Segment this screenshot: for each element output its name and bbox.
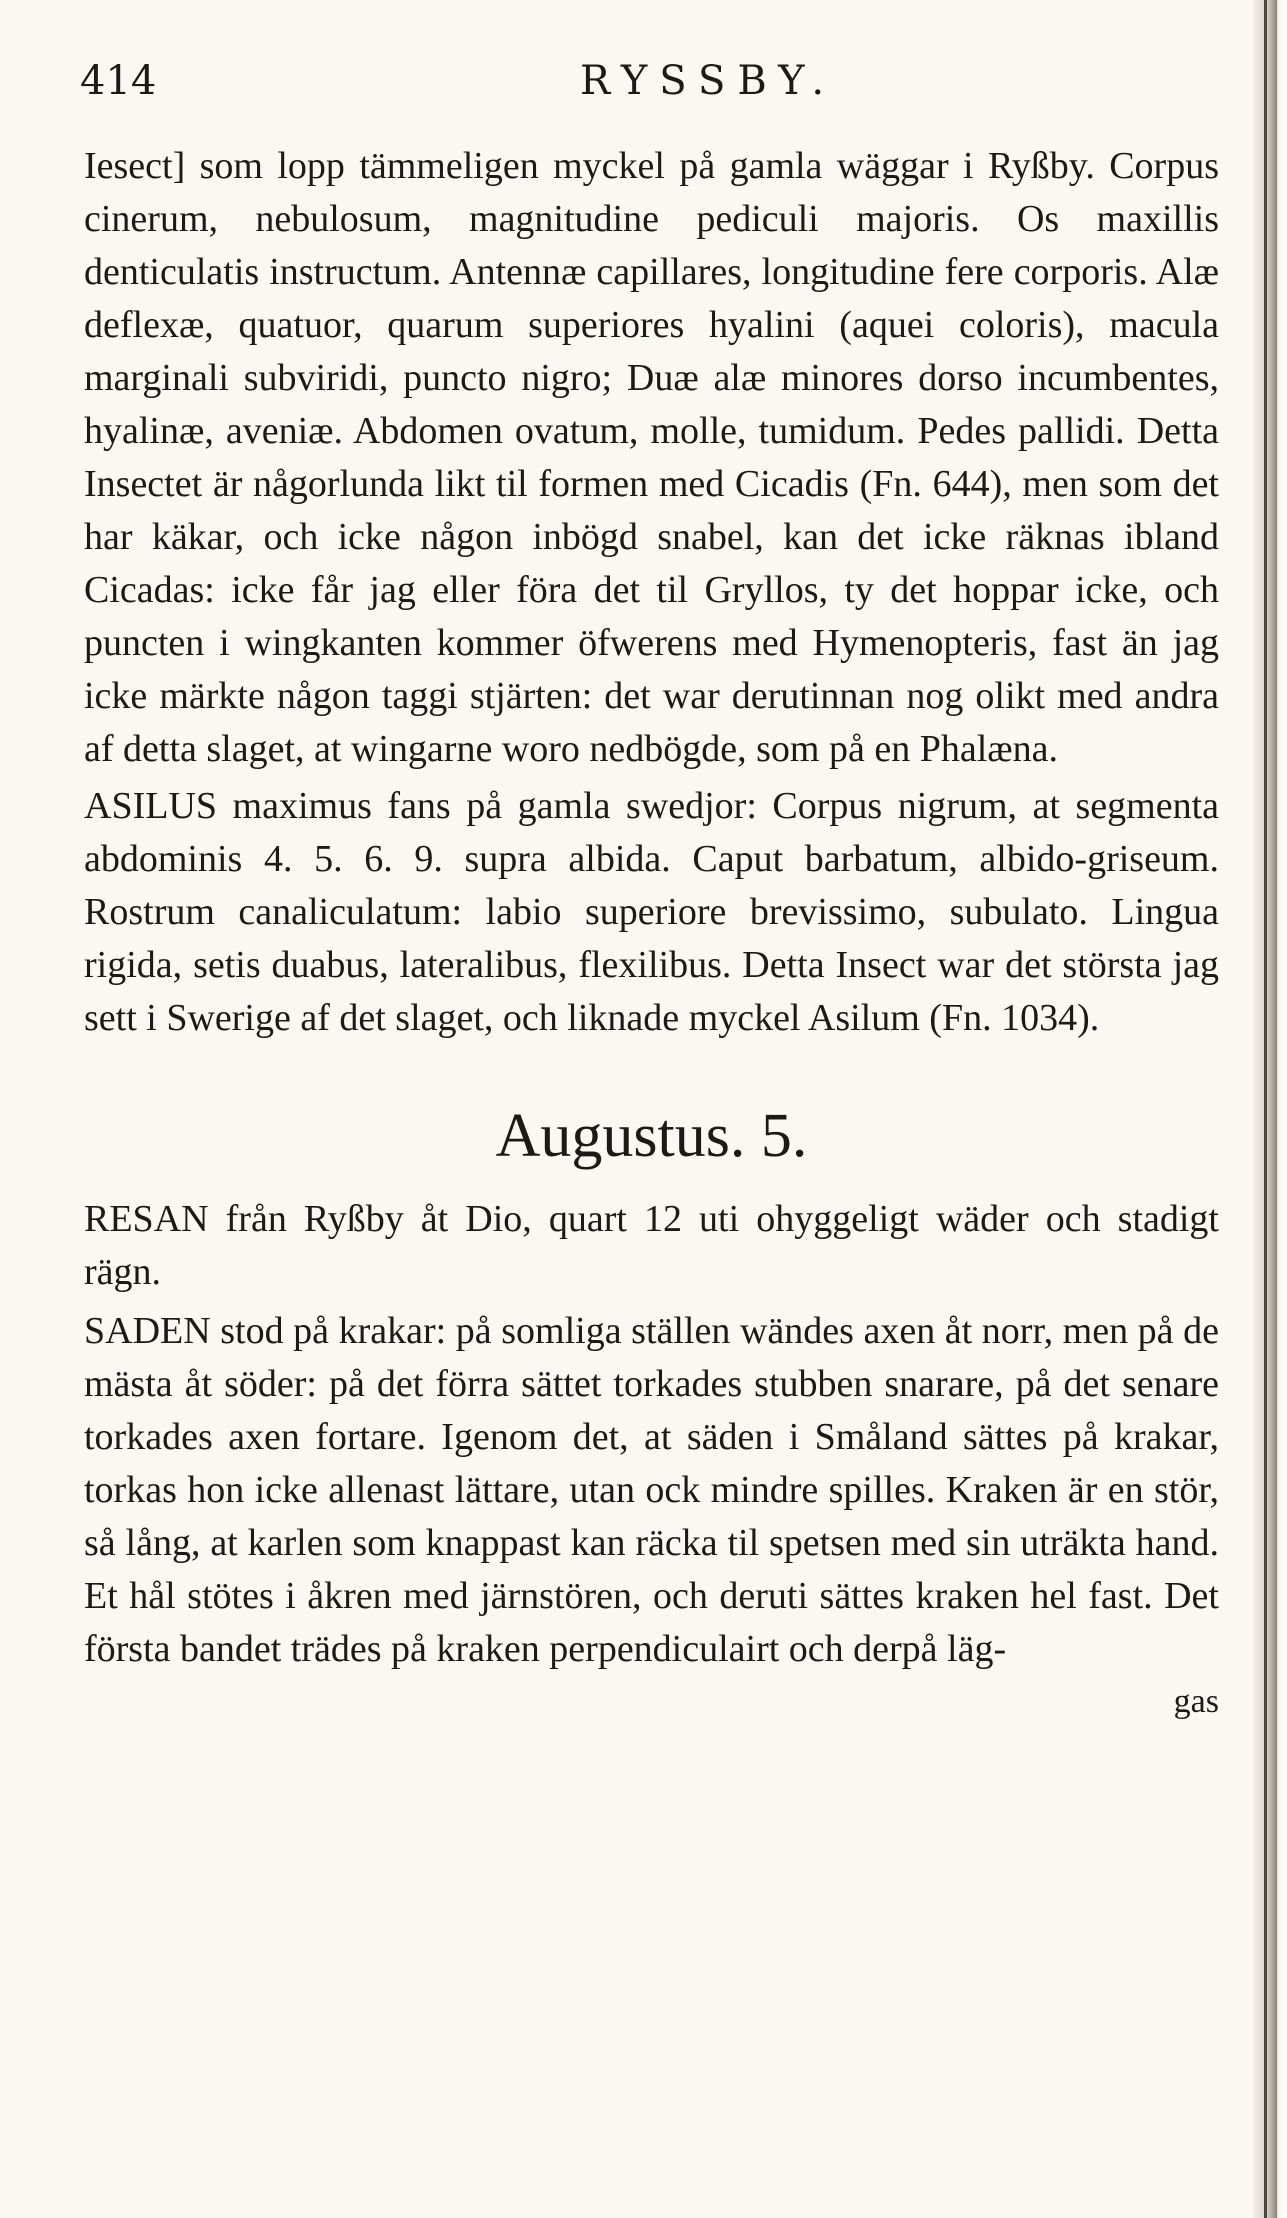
page-number: 414 (80, 58, 157, 104)
section-heading: Augustus. 5. (495, 1102, 808, 1170)
paragraph-insect-description: Iesect] som lopp tämmeligen myckel på gamla wäggar i Ryßby. Corpus cinerum, nebulosum, magnitudine pediculi majoris. Os maxillis denticulatis instructum. Antennæ capillares, longitudine fere corporis. Alæ deflexæ, quatuor, quarum superiores hyalini (aquei coloris), macula marginali subviridi, puncto nigro; Duæ alæ minores dorso incumbentes, hyalinæ, aveniæ. Abdomen ovatum, molle, tumidum. Pedes pallidi. Detta Insectet är någorlunda likt til formen med Cicadis (Fn. 644), men som det har käkar, och icke någon inbögd snabel, kan det icke räknas ibland Cicadas: icke får jag eller föra det til Gryllos, ty det hoppar icke, och puncten i wingkanten kommer öfwerens med Hymenopteris, fast än jag icke märkte någon taggi stjärten: det war derutinnan nog olikt med andra af detta slaget, at wingarne woro nedbögde, som på en Phalæna. (84, 145, 1219, 770)
binding-line (1264, 0, 1267, 2218)
paragraph-asilus: ASILUS maximus fans på gamla swedjor: Corpus nigrum, at segmenta abdominis 4. 5. 6. 9. supra albida. Caput barbatum, albido-griseum. Rostrum canaliculatum: labio superiore brevissimo, subulato. Lingua rigida, setis duabus, lateralibus, flexilibus. Detta Insect war det största jag sett i Swerige af det slaget, och liknade myckel Asilum (Fn. 1034). (84, 785, 1219, 1039)
page-header (80, 58, 1220, 108)
catchword: gas (1173, 1683, 1219, 1720)
running-head: RYSSBY. (580, 58, 837, 104)
page-binding-edge (1253, 0, 1287, 2218)
body-text (84, 140, 1219, 1724)
paragraph-saden: SADEN stod på krakar: på somliga ställen wändes axen åt norr, men på de mästa åt söder: på det förra sättet torkades stubben snarare, på det senare torkades axen fortare. Igenom det, at säden i Småland sättes på krakar, torkas hon icke allenast lättare, utan ock mindre spilles. Kraken är en stör, så lång, at karlen som knappast kan räcka til spetsen med sin uträkta hand. Et hål stötes i åkren med järnstören, och deruti sättes kraken hel fast. Det första bandet trädes på kraken perpendiculairt och derpå läg- (84, 1310, 1219, 1670)
paragraph-resan: RESAN från Ryßby åt Dio, quart 12 uti ohyggeligt wäder och stadigt rägn. (84, 1198, 1219, 1293)
